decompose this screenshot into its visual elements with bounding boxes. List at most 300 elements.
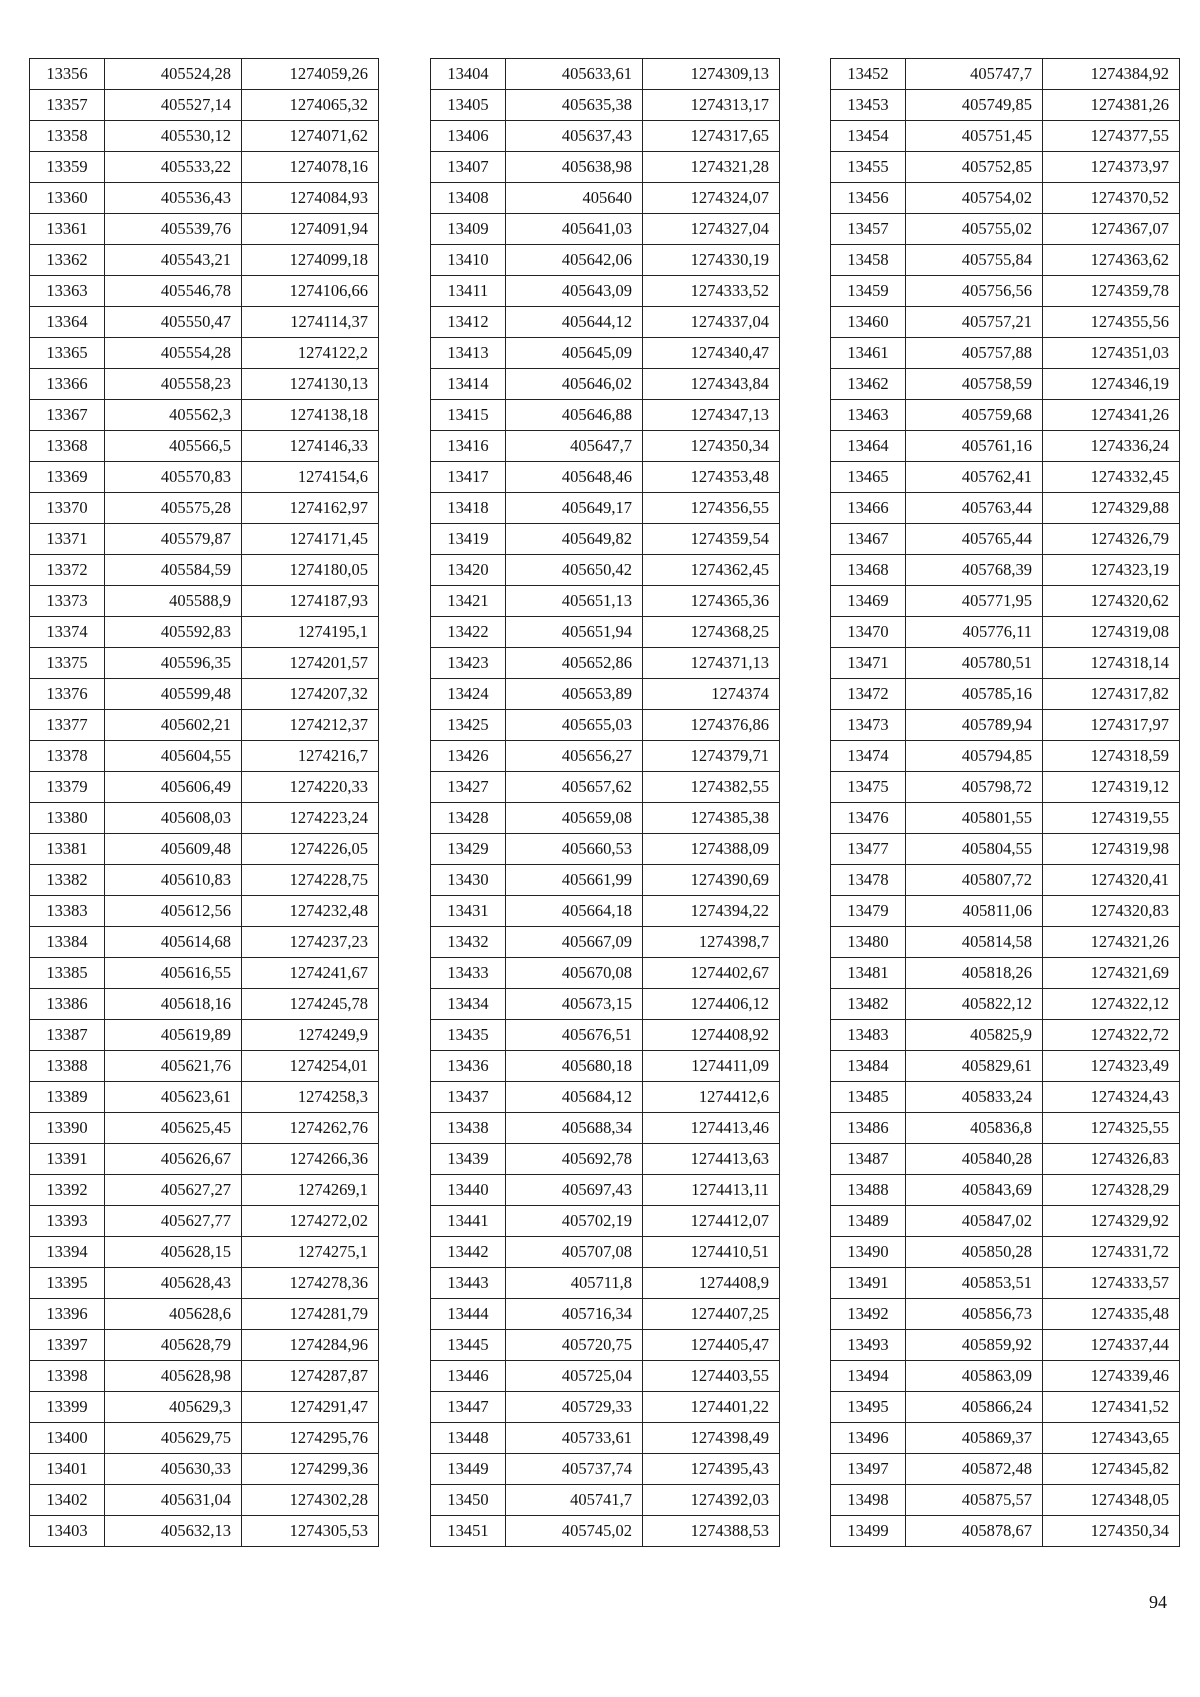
point-id-cell: 13425 <box>431 710 506 741</box>
x-coordinate-cell: 405729,33 <box>506 1392 643 1423</box>
table-row <box>831 648 1180 679</box>
x-coordinate-cell: 405785,16 <box>906 679 1043 710</box>
y-coordinate-cell: 1274272,02 <box>242 1206 379 1237</box>
x-coordinate-cell: 405758,59 <box>906 369 1043 400</box>
table-row <box>30 431 379 462</box>
x-coordinate-cell: 405638,98 <box>506 152 643 183</box>
table-row <box>431 679 780 710</box>
x-coordinate-cell: 405609,48 <box>105 834 242 865</box>
point-id-cell: 13440 <box>431 1175 506 1206</box>
y-coordinate-cell: 1274398,7 <box>643 927 780 958</box>
point-id-cell: 13456 <box>831 183 906 214</box>
table-row <box>30 90 379 121</box>
x-coordinate-cell: 405637,43 <box>506 121 643 152</box>
y-coordinate-cell: 1274071,62 <box>242 121 379 152</box>
y-coordinate-cell: 1274337,04 <box>643 307 780 338</box>
x-coordinate-cell: 405725,04 <box>506 1361 643 1392</box>
point-id-cell: 13449 <box>431 1454 506 1485</box>
x-coordinate-cell: 405804,55 <box>906 834 1043 865</box>
point-id-cell: 13366 <box>30 369 105 400</box>
y-coordinate-cell: 1274130,13 <box>242 369 379 400</box>
x-coordinate-cell: 405651,13 <box>506 586 643 617</box>
table-row <box>831 1485 1180 1516</box>
x-coordinate-cell: 405655,03 <box>506 710 643 741</box>
table-row <box>831 1175 1180 1206</box>
point-id-cell: 13450 <box>431 1485 506 1516</box>
table-row <box>831 1361 1180 1392</box>
x-coordinate-cell: 405621,76 <box>105 1051 242 1082</box>
point-id-cell: 13485 <box>831 1082 906 1113</box>
x-coordinate-cell: 405612,56 <box>105 896 242 927</box>
x-coordinate-cell: 405566,5 <box>105 431 242 462</box>
table-row <box>831 431 1180 462</box>
table-row <box>431 958 780 989</box>
y-coordinate-cell: 1274146,33 <box>242 431 379 462</box>
point-id-cell: 13413 <box>431 338 506 369</box>
point-id-cell: 13458 <box>831 245 906 276</box>
y-coordinate-cell: 1274388,53 <box>643 1516 780 1547</box>
table-row <box>30 1144 379 1175</box>
table-row <box>431 1423 780 1454</box>
y-coordinate-cell: 1274341,52 <box>1043 1392 1180 1423</box>
point-id-cell: 13399 <box>30 1392 105 1423</box>
y-coordinate-cell: 1274212,37 <box>242 710 379 741</box>
point-id-cell: 13407 <box>431 152 506 183</box>
table-row <box>831 338 1180 369</box>
point-id-cell: 13400 <box>30 1423 105 1454</box>
y-coordinate-cell: 1274269,1 <box>242 1175 379 1206</box>
table-row <box>431 865 780 896</box>
y-coordinate-cell: 1274356,55 <box>643 493 780 524</box>
point-id-cell: 13442 <box>431 1237 506 1268</box>
y-coordinate-cell: 1274390,69 <box>643 865 780 896</box>
y-coordinate-cell: 1274319,08 <box>1043 617 1180 648</box>
point-id-cell: 13359 <box>30 152 105 183</box>
table-row <box>431 1516 780 1547</box>
table-row <box>831 183 1180 214</box>
table-row <box>831 1237 1180 1268</box>
table-row <box>431 493 780 524</box>
y-coordinate-cell: 1274302,28 <box>242 1485 379 1516</box>
table-row <box>431 586 780 617</box>
point-id-cell: 13410 <box>431 245 506 276</box>
y-coordinate-cell: 1274412,6 <box>643 1082 780 1113</box>
y-coordinate-cell: 1274220,33 <box>242 772 379 803</box>
y-coordinate-cell: 1274374 <box>643 679 780 710</box>
x-coordinate-cell: 405614,68 <box>105 927 242 958</box>
y-coordinate-cell: 1274385,38 <box>643 803 780 834</box>
y-coordinate-cell: 1274241,67 <box>242 958 379 989</box>
y-coordinate-cell: 1274324,07 <box>643 183 780 214</box>
y-coordinate-cell: 1274187,93 <box>242 586 379 617</box>
table-row <box>30 989 379 1020</box>
x-coordinate-cell: 405676,51 <box>506 1020 643 1051</box>
x-coordinate-cell: 405660,53 <box>506 834 643 865</box>
point-id-cell: 13496 <box>831 1423 906 1454</box>
table-row <box>831 679 1180 710</box>
point-id-cell: 13357 <box>30 90 105 121</box>
table-row <box>831 617 1180 648</box>
point-id-cell: 13478 <box>831 865 906 896</box>
y-coordinate-cell: 1274328,29 <box>1043 1175 1180 1206</box>
y-coordinate-cell: 1274324,43 <box>1043 1082 1180 1113</box>
x-coordinate-cell: 405745,02 <box>506 1516 643 1547</box>
y-coordinate-cell: 1274305,53 <box>242 1516 379 1547</box>
table-row <box>431 59 780 90</box>
y-coordinate-cell: 1274287,87 <box>242 1361 379 1392</box>
point-id-cell: 13459 <box>831 276 906 307</box>
x-coordinate-cell: 405680,18 <box>506 1051 643 1082</box>
y-coordinate-cell: 1274392,03 <box>643 1485 780 1516</box>
point-id-cell: 13391 <box>30 1144 105 1175</box>
y-coordinate-cell: 1274195,1 <box>242 617 379 648</box>
table-row <box>831 1082 1180 1113</box>
y-coordinate-cell: 1274201,57 <box>242 648 379 679</box>
table-row <box>431 1454 780 1485</box>
x-coordinate-cell: 405754,02 <box>906 183 1043 214</box>
point-id-cell: 13431 <box>431 896 506 927</box>
table-row <box>30 400 379 431</box>
x-coordinate-cell: 405619,89 <box>105 1020 242 1051</box>
coordinate-table-3 <box>830 58 1180 1547</box>
table-row <box>831 307 1180 338</box>
table-row <box>30 803 379 834</box>
x-coordinate-cell: 405645,09 <box>506 338 643 369</box>
y-coordinate-cell: 1274332,45 <box>1043 462 1180 493</box>
point-id-cell: 13412 <box>431 307 506 338</box>
y-coordinate-cell: 1274343,84 <box>643 369 780 400</box>
table-row <box>30 245 379 276</box>
y-coordinate-cell: 1274406,12 <box>643 989 780 1020</box>
table-row <box>30 1268 379 1299</box>
point-id-cell: 13376 <box>30 679 105 710</box>
x-coordinate-cell: 405626,67 <box>105 1144 242 1175</box>
y-coordinate-cell: 1274059,26 <box>242 59 379 90</box>
point-id-cell: 13369 <box>30 462 105 493</box>
point-id-cell: 13373 <box>30 586 105 617</box>
table-row <box>30 1237 379 1268</box>
y-coordinate-cell: 1274408,9 <box>643 1268 780 1299</box>
y-coordinate-cell: 1274323,49 <box>1043 1051 1180 1082</box>
table-row <box>431 1206 780 1237</box>
y-coordinate-cell: 1274065,32 <box>242 90 379 121</box>
point-id-cell: 13421 <box>431 586 506 617</box>
table-row <box>30 121 379 152</box>
x-coordinate-cell: 405751,45 <box>906 121 1043 152</box>
y-coordinate-cell: 1274320,83 <box>1043 896 1180 927</box>
table-row <box>30 59 379 90</box>
x-coordinate-cell: 405625,45 <box>105 1113 242 1144</box>
point-id-cell: 13383 <box>30 896 105 927</box>
x-coordinate-cell: 405872,48 <box>906 1454 1043 1485</box>
point-id-cell: 13356 <box>30 59 105 90</box>
point-id-cell: 13473 <box>831 710 906 741</box>
point-id-cell: 13361 <box>30 214 105 245</box>
x-coordinate-cell: 405527,14 <box>105 90 242 121</box>
point-id-cell: 13402 <box>30 1485 105 1516</box>
table-row <box>431 1144 780 1175</box>
x-coordinate-cell: 405807,72 <box>906 865 1043 896</box>
y-coordinate-cell: 1274249,9 <box>242 1020 379 1051</box>
x-coordinate-cell: 405602,21 <box>105 710 242 741</box>
table-row <box>431 245 780 276</box>
y-coordinate-cell: 1274245,78 <box>242 989 379 1020</box>
y-coordinate-cell: 1274317,65 <box>643 121 780 152</box>
point-id-cell: 13452 <box>831 59 906 90</box>
table-row <box>30 1082 379 1113</box>
y-coordinate-cell: 1274362,45 <box>643 555 780 586</box>
table-row <box>30 276 379 307</box>
point-id-cell: 13395 <box>30 1268 105 1299</box>
point-id-cell: 13481 <box>831 958 906 989</box>
table-row <box>431 710 780 741</box>
table-row <box>30 1392 379 1423</box>
point-id-cell: 13489 <box>831 1206 906 1237</box>
table-row <box>831 1051 1180 1082</box>
table-row <box>831 1113 1180 1144</box>
y-coordinate-cell: 1274321,69 <box>1043 958 1180 989</box>
y-coordinate-cell: 1274370,52 <box>1043 183 1180 214</box>
point-id-cell: 13415 <box>431 400 506 431</box>
table-row <box>431 121 780 152</box>
y-coordinate-cell: 1274413,63 <box>643 1144 780 1175</box>
x-coordinate-cell: 405761,16 <box>906 431 1043 462</box>
y-coordinate-cell: 1274379,71 <box>643 741 780 772</box>
y-coordinate-cell: 1274365,36 <box>643 586 780 617</box>
x-coordinate-cell: 405850,28 <box>906 1237 1043 1268</box>
x-coordinate-cell: 405733,61 <box>506 1423 643 1454</box>
x-coordinate-cell: 405627,77 <box>105 1206 242 1237</box>
x-coordinate-cell: 405644,12 <box>506 307 643 338</box>
table-row <box>30 1113 379 1144</box>
point-id-cell: 13411 <box>431 276 506 307</box>
x-coordinate-cell: 405633,61 <box>506 59 643 90</box>
y-coordinate-cell: 1274394,22 <box>643 896 780 927</box>
y-coordinate-cell: 1274407,25 <box>643 1299 780 1330</box>
point-id-cell: 13424 <box>431 679 506 710</box>
point-id-cell: 13495 <box>831 1392 906 1423</box>
table-row <box>30 183 379 214</box>
x-coordinate-cell: 405584,59 <box>105 555 242 586</box>
y-coordinate-cell: 1274320,62 <box>1043 586 1180 617</box>
y-coordinate-cell: 1274254,01 <box>242 1051 379 1082</box>
x-coordinate-cell: 405608,03 <box>105 803 242 834</box>
x-coordinate-cell: 405875,57 <box>906 1485 1043 1516</box>
point-id-cell: 13454 <box>831 121 906 152</box>
table-row <box>431 1299 780 1330</box>
table-row <box>431 276 780 307</box>
point-id-cell: 13477 <box>831 834 906 865</box>
table-row <box>431 1082 780 1113</box>
x-coordinate-cell: 405629,3 <box>105 1392 242 1423</box>
table-row <box>30 1051 379 1082</box>
y-coordinate-cell: 1274325,55 <box>1043 1113 1180 1144</box>
point-id-cell: 13447 <box>431 1392 506 1423</box>
y-coordinate-cell: 1274384,92 <box>1043 59 1180 90</box>
x-coordinate-cell: 405692,78 <box>506 1144 643 1175</box>
point-id-cell: 13490 <box>831 1237 906 1268</box>
y-coordinate-cell: 1274318,59 <box>1043 741 1180 772</box>
coordinate-table-1 <box>29 58 379 1547</box>
x-coordinate-cell: 405702,19 <box>506 1206 643 1237</box>
point-id-cell: 13467 <box>831 524 906 555</box>
point-id-cell: 13437 <box>431 1082 506 1113</box>
point-id-cell: 13487 <box>831 1144 906 1175</box>
y-coordinate-cell: 1274278,36 <box>242 1268 379 1299</box>
x-coordinate-cell: 405756,56 <box>906 276 1043 307</box>
x-coordinate-cell: 405869,37 <box>906 1423 1043 1454</box>
point-id-cell: 13358 <box>30 121 105 152</box>
x-coordinate-cell: 405635,38 <box>506 90 643 121</box>
x-coordinate-cell: 405843,69 <box>906 1175 1043 1206</box>
page-number: 94 <box>1149 1592 1167 1612</box>
table-row <box>831 1206 1180 1237</box>
table-row <box>30 1423 379 1454</box>
y-coordinate-cell: 1274410,51 <box>643 1237 780 1268</box>
y-coordinate-cell: 1274326,83 <box>1043 1144 1180 1175</box>
y-coordinate-cell: 1274339,46 <box>1043 1361 1180 1392</box>
table-row <box>431 927 780 958</box>
x-coordinate-cell: 405749,85 <box>906 90 1043 121</box>
y-coordinate-cell: 1274237,23 <box>242 927 379 958</box>
table-row <box>831 958 1180 989</box>
point-id-cell: 13491 <box>831 1268 906 1299</box>
x-coordinate-cell: 405647,7 <box>506 431 643 462</box>
x-coordinate-cell: 405628,15 <box>105 1237 242 1268</box>
table-row <box>431 1020 780 1051</box>
table-row <box>831 710 1180 741</box>
table-row <box>30 679 379 710</box>
table-row <box>30 1485 379 1516</box>
x-coordinate-cell: 405747,7 <box>906 59 1043 90</box>
x-coordinate-cell: 405814,58 <box>906 927 1043 958</box>
coordinate-table-2 <box>430 58 780 1547</box>
point-id-cell: 13445 <box>431 1330 506 1361</box>
point-id-cell: 13488 <box>831 1175 906 1206</box>
table-row <box>831 927 1180 958</box>
x-coordinate-cell: 405648,46 <box>506 462 643 493</box>
y-coordinate-cell: 1274408,92 <box>643 1020 780 1051</box>
x-coordinate-cell: 405776,11 <box>906 617 1043 648</box>
y-coordinate-cell: 1274275,1 <box>242 1237 379 1268</box>
y-coordinate-cell: 1274373,97 <box>1043 152 1180 183</box>
x-coordinate-cell: 405853,51 <box>906 1268 1043 1299</box>
y-coordinate-cell: 1274405,47 <box>643 1330 780 1361</box>
point-id-cell: 13371 <box>30 524 105 555</box>
y-coordinate-cell: 1274413,11 <box>643 1175 780 1206</box>
point-id-cell: 13483 <box>831 1020 906 1051</box>
point-id-cell: 13471 <box>831 648 906 679</box>
table-row <box>831 276 1180 307</box>
table-row <box>831 1516 1180 1547</box>
point-id-cell: 13377 <box>30 710 105 741</box>
x-coordinate-cell: 405664,18 <box>506 896 643 927</box>
point-id-cell: 13468 <box>831 555 906 586</box>
point-id-cell: 13420 <box>431 555 506 586</box>
point-id-cell: 13470 <box>831 617 906 648</box>
x-coordinate-cell: 405539,76 <box>105 214 242 245</box>
y-coordinate-cell: 1274291,47 <box>242 1392 379 1423</box>
point-id-cell: 13387 <box>30 1020 105 1051</box>
table-row <box>831 1268 1180 1299</box>
point-id-cell: 13492 <box>831 1299 906 1330</box>
table-row <box>431 431 780 462</box>
point-id-cell: 13430 <box>431 865 506 896</box>
y-coordinate-cell: 1274321,26 <box>1043 927 1180 958</box>
x-coordinate-cell: 405646,02 <box>506 369 643 400</box>
x-coordinate-cell: 405618,16 <box>105 989 242 1020</box>
x-coordinate-cell: 405640 <box>506 183 643 214</box>
x-coordinate-cell: 405627,27 <box>105 1175 242 1206</box>
x-coordinate-cell: 405684,12 <box>506 1082 643 1113</box>
point-id-cell: 13394 <box>30 1237 105 1268</box>
y-coordinate-cell: 1274084,93 <box>242 183 379 214</box>
point-id-cell: 13486 <box>831 1113 906 1144</box>
x-coordinate-cell: 405755,02 <box>906 214 1043 245</box>
x-coordinate-cell: 405533,22 <box>105 152 242 183</box>
table-row <box>831 896 1180 927</box>
y-coordinate-cell: 1274341,26 <box>1043 400 1180 431</box>
table-row <box>431 1330 780 1361</box>
x-coordinate-cell: 405737,74 <box>506 1454 643 1485</box>
y-coordinate-cell: 1274309,13 <box>643 59 780 90</box>
table-row <box>431 555 780 586</box>
point-id-cell: 13393 <box>30 1206 105 1237</box>
point-id-cell: 13423 <box>431 648 506 679</box>
x-coordinate-cell: 405757,21 <box>906 307 1043 338</box>
y-coordinate-cell: 1274350,34 <box>1043 1516 1180 1547</box>
point-id-cell: 13433 <box>431 958 506 989</box>
y-coordinate-cell: 1274363,62 <box>1043 245 1180 276</box>
x-coordinate-cell: 405628,79 <box>105 1330 242 1361</box>
point-id-cell: 13463 <box>831 400 906 431</box>
point-id-cell: 13386 <box>30 989 105 1020</box>
x-coordinate-cell: 405623,61 <box>105 1082 242 1113</box>
table-row <box>431 741 780 772</box>
table-row <box>431 462 780 493</box>
y-coordinate-cell: 1274353,48 <box>643 462 780 493</box>
point-id-cell: 13461 <box>831 338 906 369</box>
x-coordinate-cell: 405646,88 <box>506 400 643 431</box>
table-row <box>30 214 379 245</box>
x-coordinate-cell: 405554,28 <box>105 338 242 369</box>
x-coordinate-cell: 405762,41 <box>906 462 1043 493</box>
y-coordinate-cell: 1274299,36 <box>242 1454 379 1485</box>
x-coordinate-cell: 405628,6 <box>105 1299 242 1330</box>
y-coordinate-cell: 1274348,05 <box>1043 1485 1180 1516</box>
x-coordinate-cell: 405697,43 <box>506 1175 643 1206</box>
x-coordinate-cell: 405550,47 <box>105 307 242 338</box>
table-row <box>431 1113 780 1144</box>
y-coordinate-cell: 1274345,82 <box>1043 1454 1180 1485</box>
x-coordinate-cell: 405650,42 <box>506 555 643 586</box>
y-coordinate-cell: 1274281,79 <box>242 1299 379 1330</box>
x-coordinate-cell: 405716,34 <box>506 1299 643 1330</box>
table-row <box>30 338 379 369</box>
y-coordinate-cell: 1274343,65 <box>1043 1423 1180 1454</box>
y-coordinate-cell: 1274411,09 <box>643 1051 780 1082</box>
x-coordinate-cell: 405794,85 <box>906 741 1043 772</box>
point-id-cell: 13362 <box>30 245 105 276</box>
x-coordinate-cell: 405659,08 <box>506 803 643 834</box>
x-coordinate-cell: 405642,06 <box>506 245 643 276</box>
table-row <box>831 1423 1180 1454</box>
x-coordinate-cell: 405829,61 <box>906 1051 1043 1082</box>
y-coordinate-cell: 1274114,37 <box>242 307 379 338</box>
table-row <box>831 493 1180 524</box>
table-row <box>431 803 780 834</box>
x-coordinate-cell: 405546,78 <box>105 276 242 307</box>
